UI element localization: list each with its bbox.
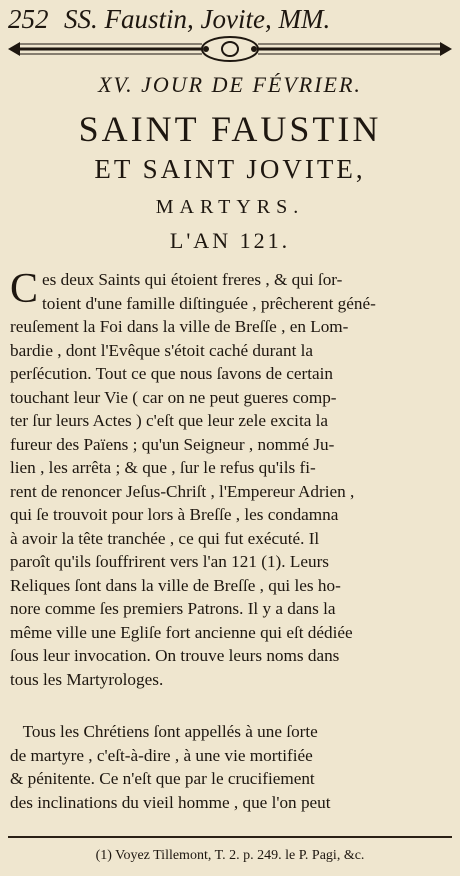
paragraph-2 <box>10 720 448 814</box>
title-line-2: ET SAINT JOVITE, <box>94 154 366 184</box>
paragraph-1 <box>10 268 448 691</box>
text-line: même ville une Egliſe fort ancienne qui eſt dédiée <box>10 622 353 642</box>
text-line: à avoir la tête tranchée , ce qui fut exécuté. Il <box>10 528 320 548</box>
text-line: & pénitente. Ce n'eſt que par le crucifiement <box>10 769 315 788</box>
text-line: paroît qu'ils ſouffrirent vers l'an 121 (1). Leurs <box>10 552 329 571</box>
footnote: (1) Voyez Tillemont, T. 2. p. 249. le P. Pagi, &c. <box>95 848 365 863</box>
drop-cap: C <box>10 266 39 312</box>
text-line: ſous leur invocation. On trouve leurs noms dans <box>10 646 340 665</box>
text-line: es deux Saints qui étoient freres , & qui ſor- <box>42 270 343 289</box>
text-line: nore comme ſes premiers Patrons. Il y a dans la <box>10 599 336 618</box>
footnote-rule <box>8 836 452 838</box>
running-title: SS. Faustin, Jovite, MM. <box>64 4 331 34</box>
feast-day-heading: XV. JOUR DE FÉVRIER. <box>98 72 362 97</box>
text-line: ter ſur leurs Actes ) c'eſt que leur zele excita la <box>10 411 329 430</box>
text-line: Reliques ſont dans la ville de Breſſe , qui les ho- <box>10 575 341 595</box>
text-line: touchant leur Vie ( car on ne peut gueres comp- <box>10 387 337 407</box>
title-line-1: SAINT FAUSTIN <box>78 109 382 149</box>
page-number: 252 <box>8 4 49 34</box>
year-heading: L'AN 121. <box>169 228 291 253</box>
martyrs-heading: MARTYRS. <box>155 196 305 218</box>
text-line: tous les Martyrologes. <box>10 669 164 689</box>
text-line: reuſement la Foi dans la ville de Breſſe , en Lom- <box>10 317 349 336</box>
text-line: des inclinations du vieil homme , que l'on peut <box>10 792 331 812</box>
text-line: perſécution. Tout ce que nous ſavons de certain <box>10 364 334 383</box>
ornament-rule <box>6 34 454 64</box>
text-line: fureur des Païens ; qu'un Seigneur , nommé Ju- <box>10 434 335 454</box>
text-line: de martyre , c'eſt-à-dire , à une vie mortifiée <box>10 745 313 765</box>
text-line: toient d'une famille diſtinguée , prêcherent géné- <box>42 293 376 313</box>
text-line: rent de renoncer Jeſus-Chriſt , l'Empereur Adrien , <box>10 481 355 501</box>
text-line: Tous les Chrétiens ſont appellés à une ſorte <box>10 722 318 741</box>
text-line: bardie , dont l'Evêque s'étoit caché durant la <box>10 340 314 360</box>
text-line: qui ſe trouvoit pour lors à Breſſe , les condamna <box>10 505 339 524</box>
text-line: lien , les arrêta ; & que , ſur le refus qu'ils fi- <box>10 458 316 477</box>
running-head <box>8 2 452 36</box>
